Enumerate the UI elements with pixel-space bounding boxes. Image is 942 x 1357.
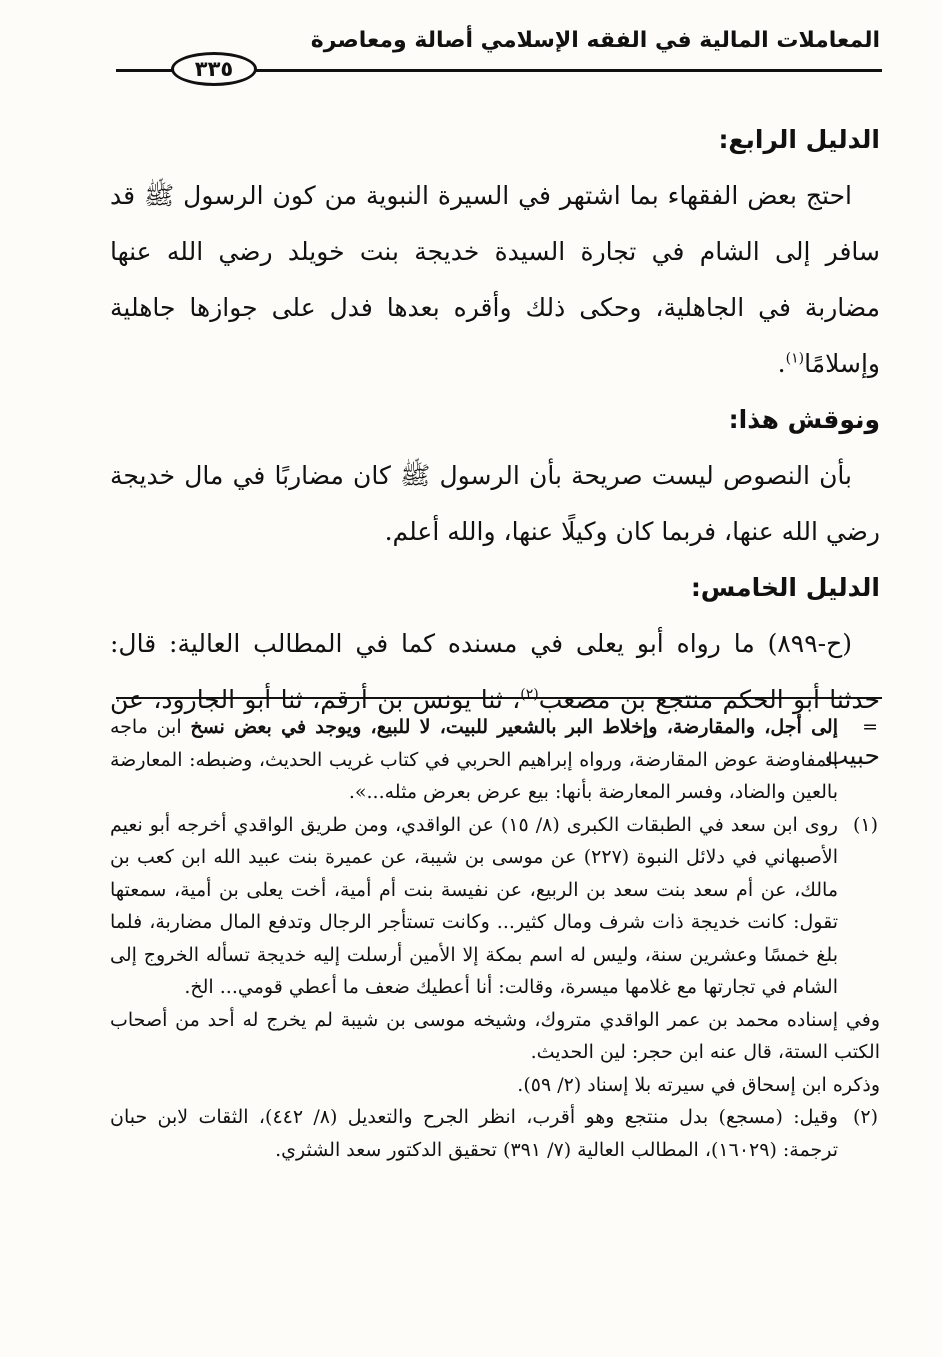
footnote-1-note-ibn-ishaq: وذكره ابن إسحاق في سيرته بلا إسناد (٢/ ٥٩). (517, 1073, 880, 1096)
footnote-2-text: وقيل: (مسجع) بدل منتجع وهو أقرب، انظر الجرح والتعديل (٨/ ٤٤٢)، الثقات لابن حبان ترجمة: (١٦٠٢٩)، المطالب العالية (٧/ ٣٩١) تحقيق الدكتور سعد الشثري. (110, 1106, 838, 1161)
footnote-2-mark: (٢) (852, 1106, 878, 1128)
continuation-rest-text: ابن ماجه المفاوضة عوض المقارضة، ورواه إبراهيم الحربي في كتاب غريب الحديث، وضبطه: المعارضة بالعين والضاد، وفسر المعارضة بأنها: بيع عرض بعرض مثله...». (110, 716, 838, 803)
footnotes (110, 711, 880, 1166)
paragraph-text-end: ، ثنا يونس بن أرقم، ثنا أبو الجارود، عن حبيب (110, 685, 880, 770)
continuation-bold-text: إلى أجل، والمقارضة، وإخلاط البر بالشعير للبيت، لا للبيع، ويوجد في بعض نسخ (190, 716, 838, 738)
footnote-1-text: روى ابن سعد في الطبقات الكبرى (٨/ ١٥) عن الواقدي، ومن طريق الواقدي أخرجه أبو نعيم الأصبهاني في دلائل النبوة (٢٢٧) عن موسى بن شيبة، عن عميرة بنت عبيد الله ابن كعب بن مالك، عن أم سعد بنت سعد بن الربيع، عن نفيسة بنت أم أمية، أخت يعلى بن أمية، سمعتها تقول: كانت خديجة ذات شرف ومال كثير... وكانت تستأجر الرجال وتدفع المال مضاربة، فلما بلغ خمسًا وعشرين سنة، وليس له اسم بمكة إلا الأمين أرسلت إليه خديجة تسأله الخروج إلى الشام في تجارتها مع غلامها ميسرة، وقالت: أنا أعطيك ضعف ما أعطي قومي... الخ. (110, 813, 838, 998)
paragraph-objection: بأن النصوص ليست صريحة بأن الرسول ﷺ كان مضاربًا في مال خديجة رضي الله عنها، فربما كان وكيلًا عنها، والله أعلم. (110, 461, 880, 546)
footnote-1 (110, 809, 880, 1004)
footnote-continuation (110, 711, 880, 809)
footnote-ref-1[interactable]: (١) (785, 350, 805, 367)
page-number: ٣٣٥ (194, 57, 234, 81)
footnote-2 (110, 1101, 880, 1166)
paragraph-text: احتج بعض الفقهاء بما اشتهر في السيرة النبوية من كون الرسول ﷺ قد سافر إلى الشام في تجارة السيدة خديجة بنت خويلد رضي الله عنها مضاربة في الجاهلية، وحكى ذلك وأقره بعدها فدل على جوازها جاهلية وإسلامًا (110, 181, 880, 378)
running-title: المعاملات المالية في الفقه الإسلامي أصالة ومعاصرة (310, 28, 880, 53)
continuation-mark: = (862, 716, 878, 738)
paragraph-end: . (777, 349, 786, 378)
footnote-ref-2[interactable]: (٢) (520, 686, 539, 703)
footnote-separator (116, 697, 882, 699)
paragraph-fourth-evidence (110, 168, 880, 392)
continuation-text (110, 711, 838, 809)
paragraph-text: (ح-٨٩٩) ما رواه أبو يعلى في مسنده كما في المطالب العالية: قال: حدثنا أبو الحكم منتجع بن مصعب (110, 629, 881, 714)
heading-objection: ونوقش هذا: (728, 405, 880, 434)
main-text (110, 112, 880, 784)
footnote-1-note-isnad: وفي إسناده محمد بن عمر الواقدي متروك، وشيخه موسى بن شيبة لم يخرج له أحد من أصحاب الكتب الستة، قال عنه ابن حجر: لين الحديث. (110, 1008, 880, 1063)
page-number-badge (171, 52, 257, 86)
heading-fifth-evidence: الدليل الخامس: (690, 573, 880, 602)
heading-fourth-evidence: الدليل الرابع: (718, 125, 880, 154)
footnote-1-mark: (١) (852, 813, 878, 836)
